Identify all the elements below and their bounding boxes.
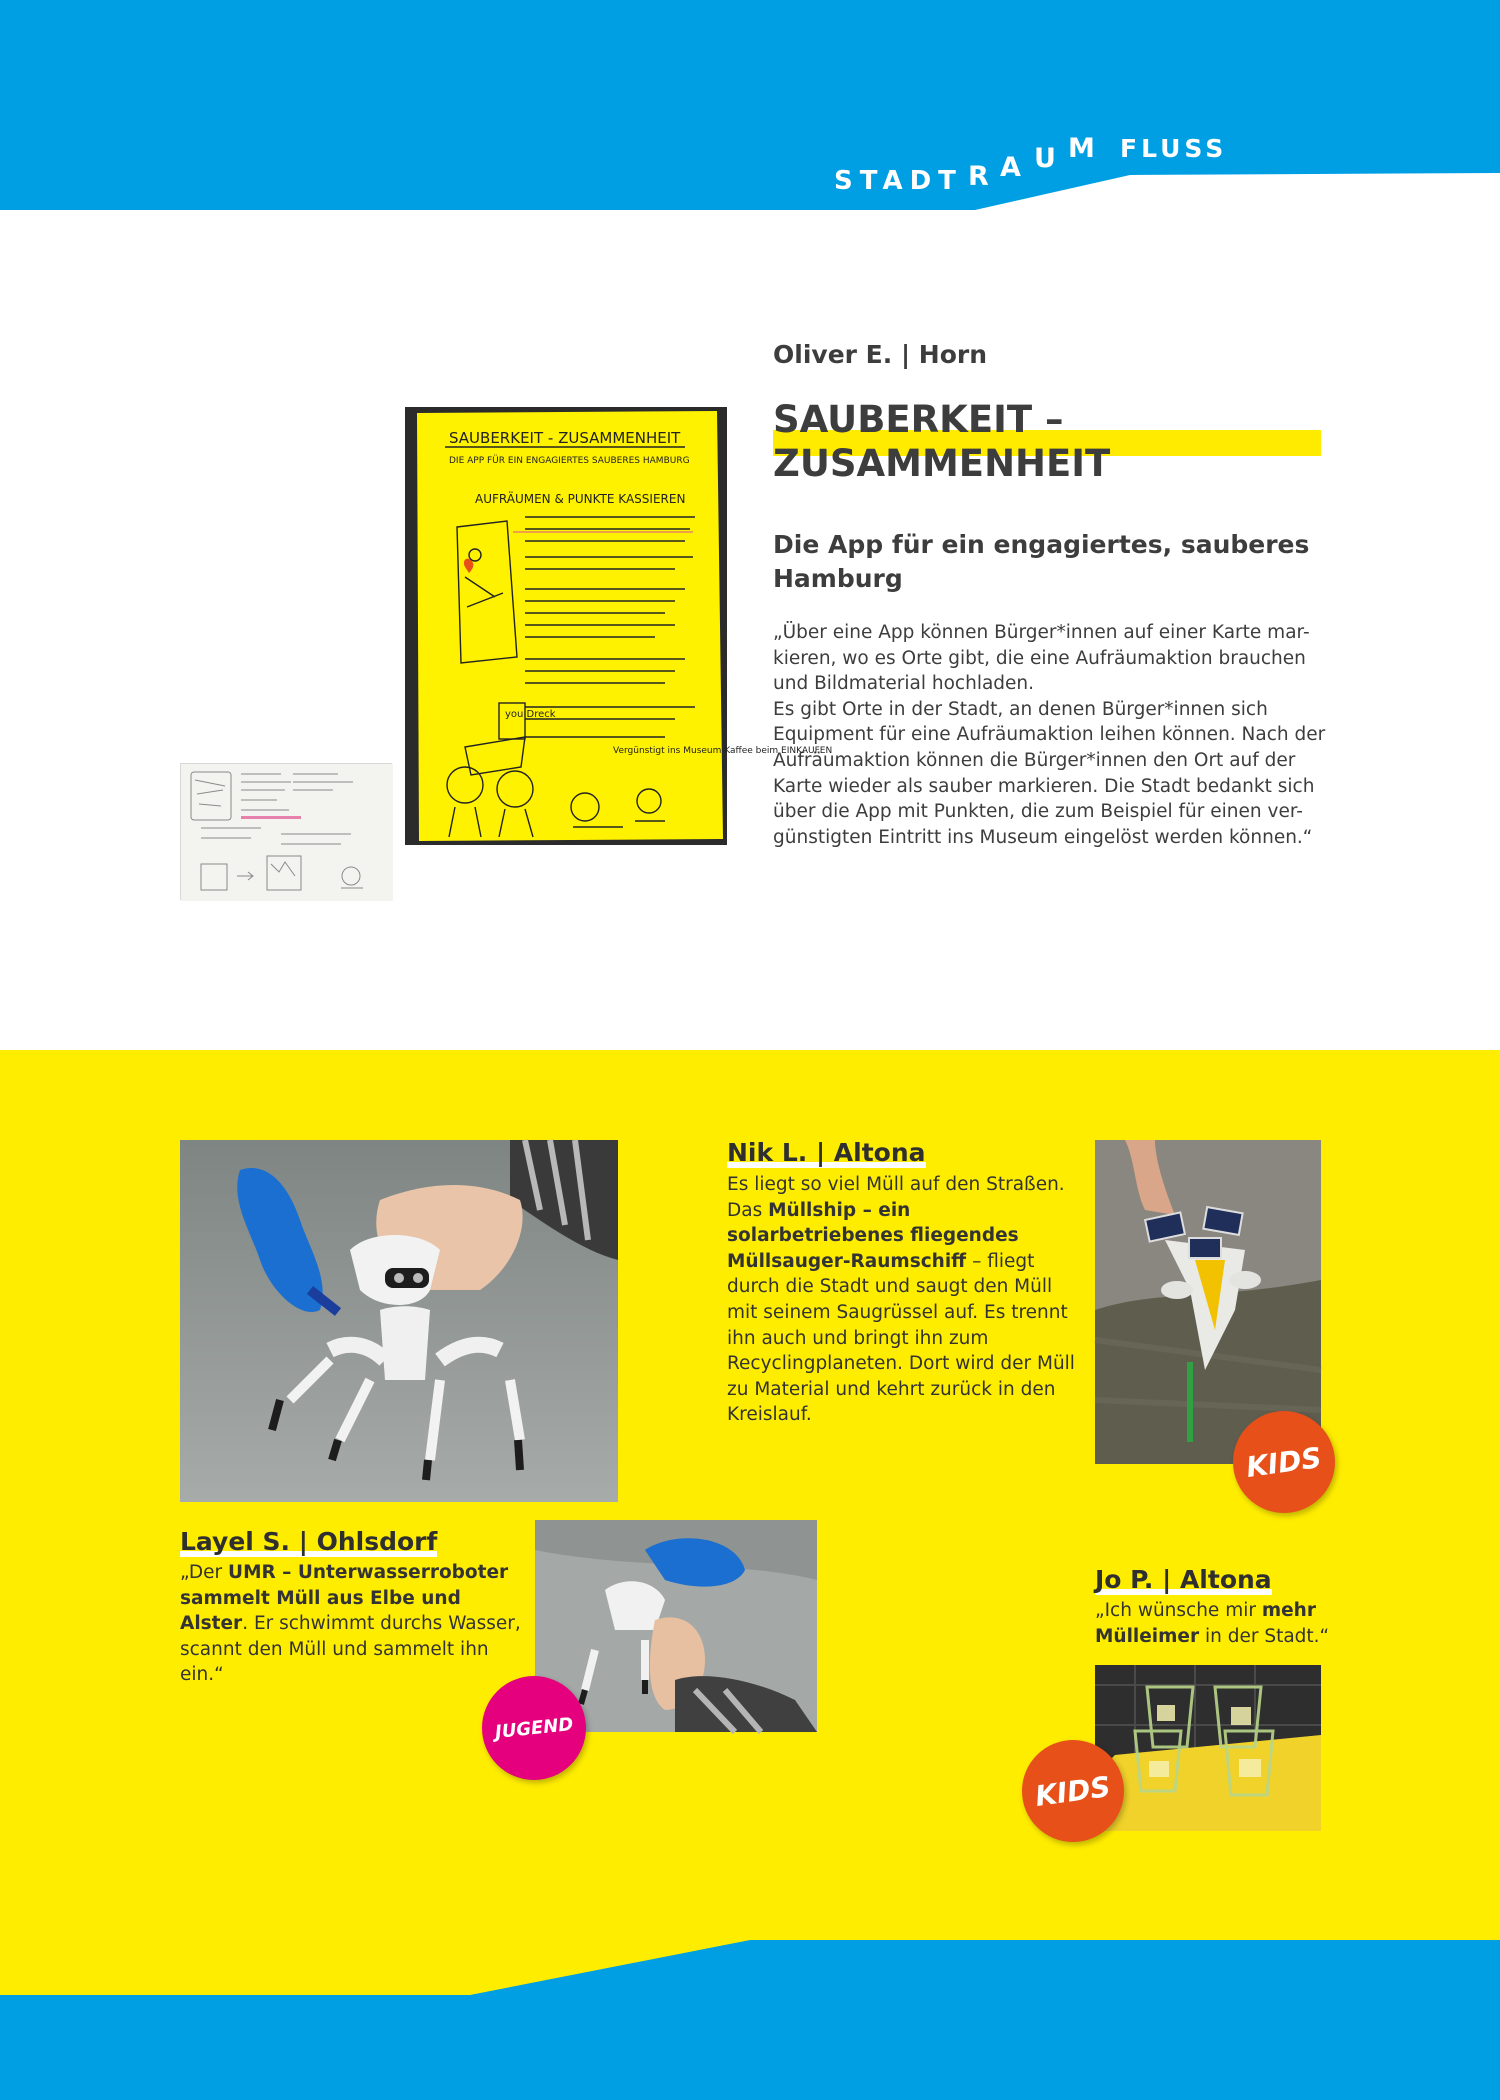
jo-author: Jo P. | Altona	[1095, 1565, 1272, 1594]
sketch-subheading: DIE APP FÜR EIN ENGAGIERTES SAUBERES HAMBURG	[449, 456, 690, 466]
sketch-section: AUFRÄUMEN & PUNKTE KASSIEREN	[475, 492, 686, 506]
sketch-heading: SAUBERKEIT - ZUSAMMENHEIT	[449, 429, 681, 447]
kids-badge: KIDS	[1022, 1740, 1124, 1842]
cups-photo	[1095, 1665, 1321, 1831]
pencil-sketch-image	[180, 763, 392, 900]
logo-letter-a: A	[1000, 152, 1021, 183]
sketch-note: Vergünstigt ins Museum Kaffee beim EINKAUFEN	[613, 746, 833, 756]
logo-word-raum	[968, 133, 1095, 192]
logo-letter-r: R	[968, 161, 989, 192]
logo-word-fluss: FLUSS	[1120, 134, 1228, 163]
oliver-title-block	[773, 398, 1333, 486]
footer-band	[0, 1940, 1500, 2100]
sketch-bubble-2: you Dreck	[505, 709, 556, 720]
header-band	[0, 0, 1500, 215]
stadt-raum-fluss-logo	[830, 130, 1250, 200]
jugend-badge: JUGEND	[482, 1676, 586, 1780]
logo-letter-m: M	[1068, 133, 1095, 164]
oliver-subtitle: Die App für ein engagiertes, sauberes Hamburg	[773, 530, 1310, 593]
nik-text: Es liegt so viel Müll auf den Straßen. Das Müllship – ein solarbetriebenes fliegendes Müllsauger-Raumschiff – fliegt durch die Stadt und saugt den Müll mit seinem Saugrüssel auf. Es trennt ihn auch und bringt ihn zum Recyclingplaneten. Dort wird der Müll zu Material und kehrt zurück in den Kreislauf.	[727, 1174, 1075, 1426]
nik-author: Nik L. | Altona	[727, 1138, 926, 1167]
kids-badge: KIDS	[1233, 1411, 1335, 1513]
oliver-author: Oliver E. | Horn	[773, 340, 988, 369]
layel-text: „Der UMR – Unterwasserroboter sammelt Müll aus Elbe und Alster. Er schwimmt durchs Wasser, scannt den Müll und sammelt ihn ein.“	[180, 1562, 521, 1686]
underwater-robot-photo	[180, 1140, 618, 1502]
layel-author: Layel S. | Ohlsdorf	[180, 1527, 438, 1556]
jo-text: „Ich wünsche mir mehr Mülleimer in der Stadt.“	[1095, 1600, 1330, 1647]
oliver-quote: „Über eine App können Bürger*innen auf einer Karte mar- kieren, wo es Orte gibt, die eine Aufräumaktion brauchen und Bildmaterial hochladen. Es gibt Orte in der Stadt, an denen Bürger*innen sich Equipment für eine Aufräumaktion leihen können. Nach der Aufräumaktion können die Bürger*innen den Ort auf der Karte wieder als sauber markieren. Die Stadt bedankt sich über die App mit Punkten, die zum Beispiel für einen ver- günstigten Eintritt ins Museum eingelöst werden können.“	[773, 622, 1326, 848]
logo-letter-u: U	[1034, 143, 1056, 174]
oliver-title: SAUBERKEIT – ZUSAMMENHEIT	[773, 398, 1111, 485]
logo-word-stadt: STADT	[834, 166, 963, 196]
yellow-sketch-photo	[405, 407, 833, 845]
